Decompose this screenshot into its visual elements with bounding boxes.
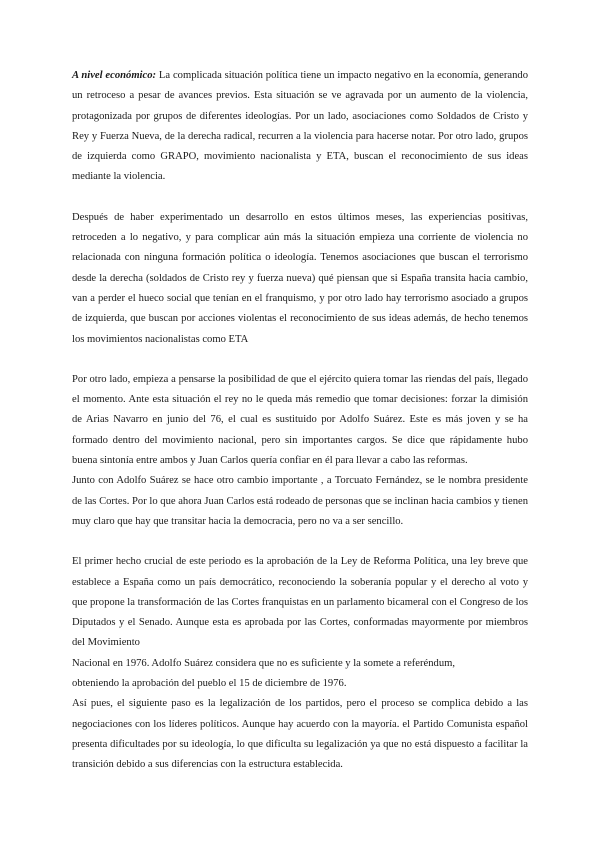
- paragraph-economic: [72, 66, 528, 188]
- paragraph-text: La complicada situación política tiene un impacto negativo en la economía, generando un retroceso a pesar de avances previos. Esta situación se ve agravada por un aumento de la violencia, protagonizada por grupos de diferentes ideologías. Por un lado, asociaciones como Soldados de Cristo y Rey y Fuerza Nueva, de la derecha radical, recurren a la violencia para hacerse notar. Por otro lado, grupos de izquierda como GRAPO, movimiento nacionalista y ETA, buscan el reconocimiento de sus ideas mediante la violencia.: [72, 70, 528, 183]
- document-page: [72, 66, 528, 776]
- paragraph-violence: Después de haber experimentado un desarrollo en estos últimos meses, las experiencias positivas, retroceden a lo negativo, y para complicar aún más la situación empieza una corriente de violencia no relacionada con ninguna formación política o ideología. Tenemos asociaciones que buscan el terrorismo desde la derecha (soldados de Cristo rey y fuerza nueva) qué piensan que si España transita hacia cambio, van a perder el hueco social que tenían en el franquismo, y por otro lado hay terrorismo asociado a grupos de izquierda, que buscan por acciones violentas el reconocimiento de sus ideas además, de hecho tenemos los movimientos nacionalistas como ETA: [72, 211, 528, 345]
- paragraph-gap: [72, 350, 528, 370]
- paragraph-army: Por otro lado, empieza a pensarse la posibilidad de que el ejército quiera tomar las riendas del país, llegado el momento. Ante esta situación el rey no le queda más remedio que tomar decisiones: forzar la dimisión de Arias Navarro en junio del 76, el cual es sustituido por Adolfo Suárez. Este es más joven y se ha formado dentro del movimiento nacional, pero sin importantes cargos. Se dice que rápidamente hubo buena sintonía entre ambos y Juan Carlos quería confiar en él para llevar a cabo las reformas.: [72, 373, 528, 467]
- paragraph-cortes: Junto con Adolfo Suárez se hace otro cambio importante , a Torcuato Fernández, se le nombra presidente de las Cortes. Por lo que ahora Juan Carlos está rodeado de personas que se inclinan hacia cambios y tienen muy claro que hay que transitar hacia la democracia, pero no va a ser sencillo.: [72, 475, 528, 527]
- paragraph-gap: [72, 532, 528, 552]
- paragraph-gap: [72, 188, 528, 208]
- paragraph-reform-law: El primer hecho crucial de este periodo es la aprobación de la Ley de Reforma Política, una ley breve que establece a España como un país democrático, reconociendo la soberanía popular y el derecho al voto y que propone la transformación de las Cortes franquistas en un parlamento bicameral con el Congreso de los Diputados y el Senado. Aunque esta es aprobada por las Cortes, conformadas mayormente por miembros del Movimiento: [72, 556, 528, 649]
- section-lead: A nivel económico:: [72, 70, 157, 81]
- paragraph-reform-line: Nacional en 1976. Adolfo Suárez considera que no es suficiente y la somete a referéndum,: [72, 657, 456, 669]
- paragraph-parties: Así pues, el siguiente paso es la legalización de los partidos, pero el proceso se complica debido a las negociaciones con los líderes políticos. Aunque hay acuerdo con la mayoría. el Partido Comunista español presenta dificultades por su ideología, lo que dificulta su legalización ya que no está dispuesto a facilitar la transición debido a sus diferencias con la estructura establecida.: [72, 698, 528, 771]
- paragraph-reform-line: obteniendo la aprobación del pueblo el 15 de diciembre de 1976.: [72, 678, 347, 690]
